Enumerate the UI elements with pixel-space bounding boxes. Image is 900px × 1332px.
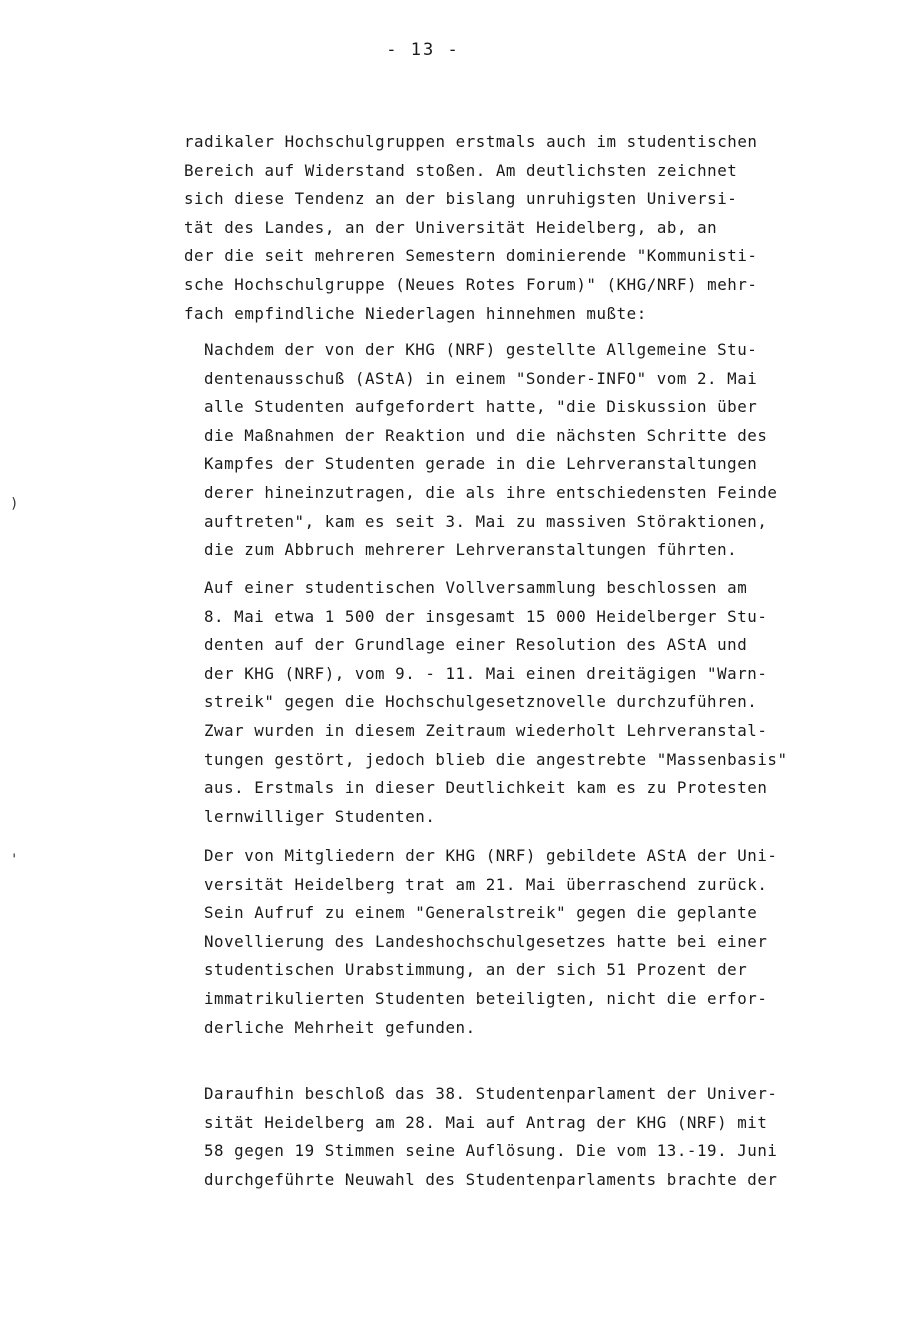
margin-mark: ) — [10, 496, 19, 512]
margin-mark: ' — [10, 852, 19, 868]
intro-paragraph: radikaler Hochschulgruppen erstmals auch im studentischen Bereich auf Widerstand stoßen. Am deutlichsten zeichnet sich diese Tendenz an der bislang unruhigsten Universi- tät des Landes, an der Universität Heidelberg, ab, an der die seit mehreren Semestern dominierende "Kommunisti- sche Hochschulgruppe (Neues Rotes Forum)" (KHG/NRF) mehr- fach empfindliche Niederlagen hinnehmen mußte: — [184, 132, 758, 323]
paragraph-1: Nachdem der von der KHG (NRF) gestellte Allgemeine Stu- dentenausschuß (AStA) in einem "Sonder-INFO" vom 2. Mai alle Studenten aufgefordert hatte, "die Diskussion über die Maßnahmen der Reaktion und die nächsten Schritte des Kampfes der Studenten gerade in die Lehrveranstaltungen derer hineinzutragen, die als ihre entschiedensten Feinde auftreten", kam es seit 3. Mai zu massiven Störaktionen, die zum Abbruch mehrerer Lehrveranstaltungen führten. — [204, 340, 778, 560]
page-number: - 13 - — [386, 40, 460, 60]
paragraph-4: Daraufhin beschloß das 38. Studentenparlament der Univer- sität Heidelberg am 28. Mai auf Antrag der KHG (NRF) mit 58 gegen 19 Stimmen seine Auflösung. Die vom 13.-19. Juni durchgeführte Neuwahl des Studentenparlaments brachte der — [204, 1084, 778, 1189]
paragraph-2: Auf einer studentischen Vollversammlung beschlossen am 8. Mai etwa 1 500 der insgesamt 15 000 Heidelberger Stu- denten auf der Grundlage einer Resolution des AStA und der KHG (NRF), vom 9. - 11. Mai einen dreitägigen "Warn- streik" gegen die Hochschulgesetznovelle durchzuführen. Zwar wurden in diesem Zeitraum wiederholt Lehrveranstal- tungen gestört, jedoch blieb die angestrebte "Massenbasis" aus. Erstmals in dieser Deutlichkeit kam es zu Protesten lernwilliger Studenten. — [204, 578, 788, 826]
paragraph-3: Der von Mitgliedern der KHG (NRF) gebildete AStA der Uni- versität Heidelberg trat am 21. Mai überraschend zurück. Sein Aufruf zu einem "Generalstreik" gegen die geplante Novellierung des Landeshochschulgesetzes hatte bei einer studentischen Urabstimmung, an der sich 51 Prozent der immatrikulierten Studenten beteiligten, nicht die erfor- derliche Mehrheit gefunden. — [204, 846, 778, 1037]
